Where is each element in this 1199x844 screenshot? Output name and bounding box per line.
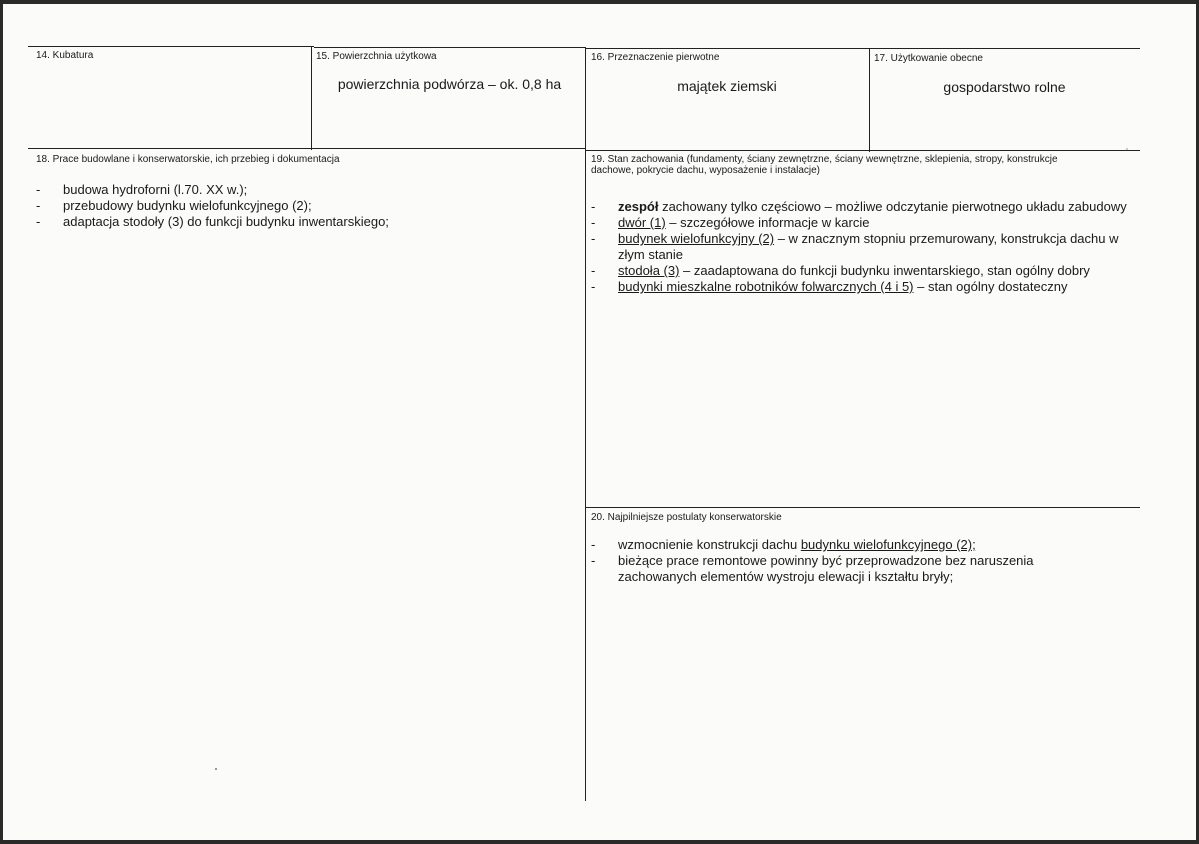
- field-value-15: powierzchnia podwórza – ok. 0,8 ha: [337, 76, 562, 92]
- scan-speck: [1126, 148, 1128, 150]
- list-item: - budynki mieszkalne robotników folwarcznych (4 i 5) – stan ogólny dostateczny: [591, 279, 1068, 294]
- col-divider-14-15: [311, 46, 312, 150]
- list-item: - stodoła (3) – zaadaptowana do funkcji budynku inwentarskiego, stan ogólny dobry: [591, 263, 1090, 278]
- row1-top-border: [314, 47, 585, 48]
- row1-bottom-border: [28, 148, 585, 149]
- field-value-16: majątek ziemski: [677, 78, 777, 94]
- col-divider-center: [585, 47, 586, 801]
- field-label-17: 17. Użytkowanie obecne: [874, 53, 983, 64]
- scan-speck: [215, 768, 217, 770]
- field-label-20: 20. Najpilniejsze postulaty konserwatorskie: [591, 512, 782, 523]
- col-divider-16-17: [869, 48, 870, 152]
- field-label-18: 18. Prace budowlane i konserwatorskie, ich przebieg i dokumentacja: [36, 154, 340, 165]
- field-18-list: [36, 182, 576, 230]
- c19-c20-divider: [585, 507, 1140, 508]
- field-label-14: 14. Kubatura: [36, 50, 94, 61]
- list-item: - zespół zachowany tylko częściowo – możliwe odczytanie pierwotnego układu zabudowy: [591, 199, 1127, 214]
- list-item: - budynek wielofunkcyjny (2) – w znacznym stopniu przemurowany, konstrukcja dachu w złym stanie: [591, 231, 1119, 262]
- row1-top-border: [28, 46, 314, 47]
- row1-bottom-border: [585, 150, 1140, 151]
- field-20-list: [591, 537, 1091, 585]
- list-item: - bieżące prace remontowe powinny być przeprowadzone bez naruszenia zachowanych elementów wystroju elewacji i kształtu bryły;: [591, 553, 1034, 584]
- list-item: - dwór (1) – szczegółowe informacje w karcie: [591, 215, 870, 230]
- list-item: - budowa hydroforni (l.70. XX w.);: [36, 182, 248, 197]
- field-value-17: gospodarstwo rolne: [943, 79, 1066, 95]
- list-item: - wzmocnienie konstrukcji dachu budynku wielofunkcyjnego (2);: [591, 537, 976, 552]
- row1-top-border: [585, 48, 1140, 49]
- field-label-19: 19. Stan zachowania (fundamenty, ściany zewnętrzne, ściany wewnętrzne, sklepienia, stropy, konstrukcje dachowe, pokrycie dachu, wyposażenie i instalacje): [591, 154, 1058, 176]
- field-label-16: 16. Przeznaczenie pierwotne: [591, 52, 720, 63]
- list-item: - adaptacja stodoły (3) do funkcji budynku inwentarskiego;: [36, 214, 389, 229]
- document-page: [3, 4, 1196, 840]
- field-label-15: 15. Powierzchnia użytkowa: [316, 51, 437, 62]
- list-item: - przebudowy budynku wielofunkcyjnego (2);: [36, 198, 312, 213]
- field-19-list: [591, 199, 1139, 295]
